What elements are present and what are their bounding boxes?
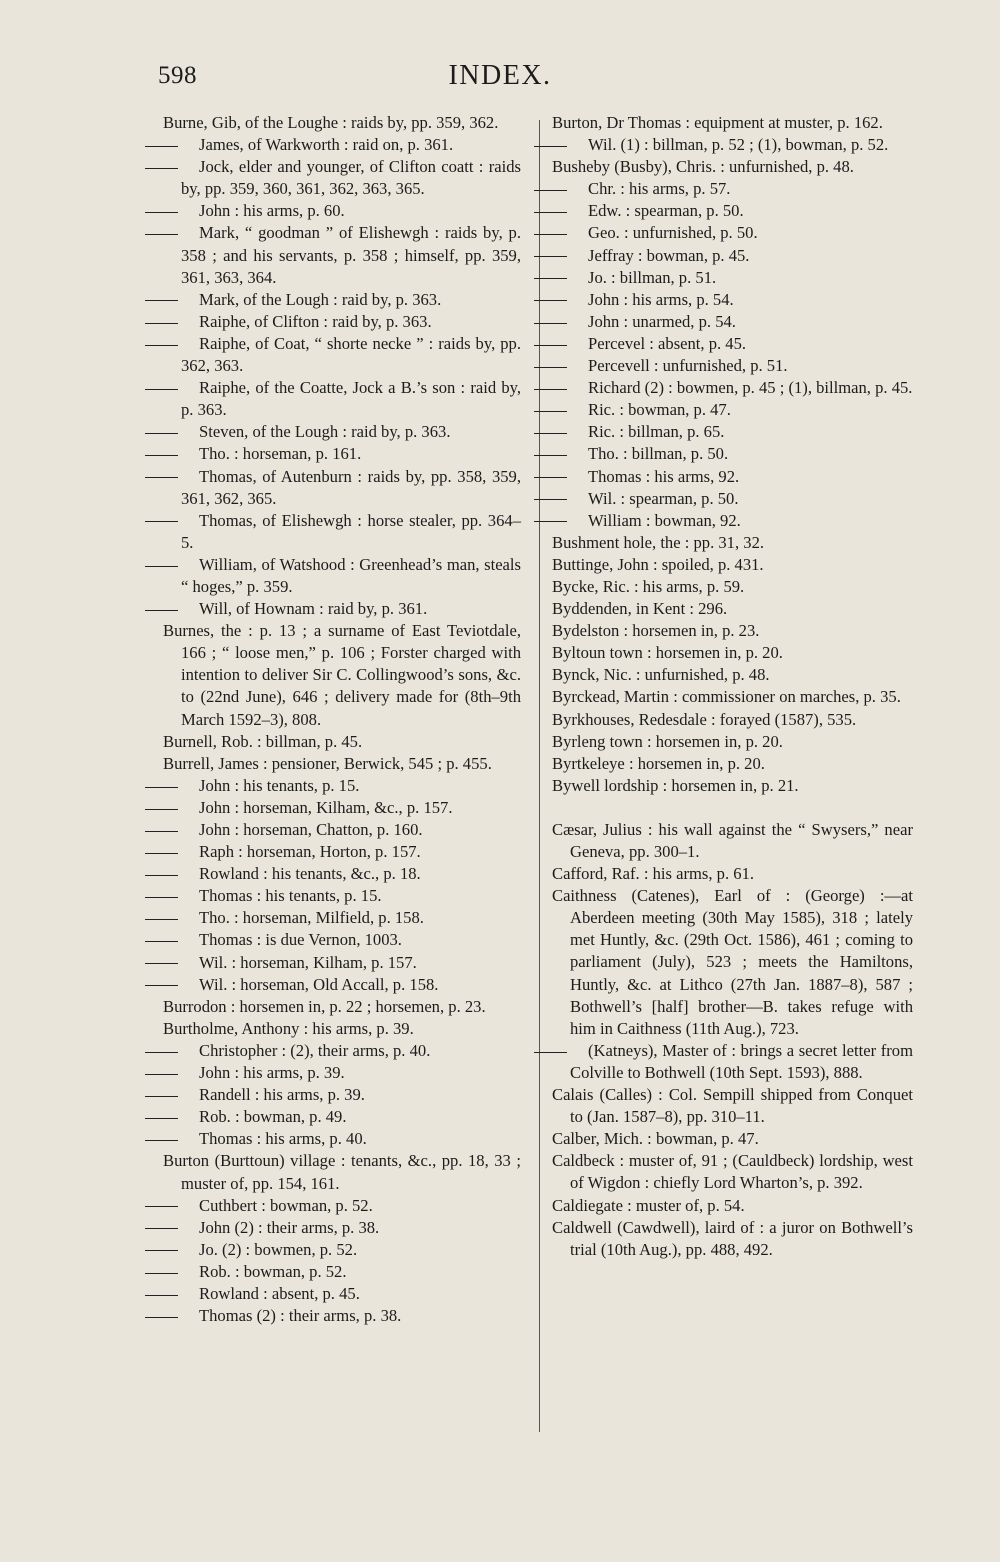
index-subentry (163, 1040, 521, 1062)
index-entry (163, 731, 521, 753)
entry-text: Geo. : unfurnished, p. 50. (588, 223, 758, 243)
entry-text: Raiphe, of the Coatte, Jock a B.’s son : raid by, p. 363. (181, 378, 521, 420)
repeat-dash (552, 134, 588, 156)
repeat-dash (163, 1305, 199, 1327)
repeat-dash (163, 311, 199, 333)
entry-text: Mark, of the Lough : raid by, p. 363. (199, 289, 442, 309)
index-subentry (552, 200, 913, 222)
entry-text: Rowland : absent, p. 45. (199, 1283, 360, 1303)
repeat-dash (163, 863, 199, 885)
index-subentry (163, 222, 521, 288)
entry-text: Burrodon : horsemen in, p. 22 ; horsemen, p. 23. (163, 996, 486, 1016)
index-subentry (163, 1084, 521, 1106)
entry-text: Burton, Dr Thomas : equipment at muster, p. 162. (552, 113, 883, 132)
index-subentry (163, 1106, 521, 1128)
index-entry (552, 1128, 913, 1150)
index-subentry (552, 399, 913, 421)
right-column (552, 112, 913, 1261)
entry-text: John : his arms, p. 39. (199, 1063, 345, 1083)
index-subentry (163, 885, 521, 907)
entry-text: Randell : his arms, p. 39. (199, 1085, 365, 1105)
index-subentry (552, 267, 913, 289)
repeat-dash (163, 841, 199, 863)
index-subentry (163, 1195, 521, 1217)
index-entry (163, 996, 521, 1018)
repeat-dash (552, 200, 588, 222)
index-subentry (552, 134, 913, 156)
index-subentry (552, 488, 913, 510)
entry-text: (Katneys), Master of : brings a secret letter from Colville to Bothwell (10th Sept. 1593), 888. (570, 1040, 913, 1082)
entry-text: Steven, of the Lough : raid by, p. 363. (199, 422, 451, 442)
entry-text: Caldbeck : muster of, 91 ; (Cauldbeck) lordship, west of Wigdon : chiefly Lord Wharton’s, p. 392. (552, 1151, 913, 1193)
entry-text: Cuthbert : bowman, p. 52. (199, 1195, 373, 1215)
index-entry (163, 1018, 521, 1040)
entry-text: Jock, elder and younger, of Clifton coatt : raids by, pp. 359, 360, 361, 362, 363, 365. (181, 157, 521, 199)
repeat-dash (163, 1195, 199, 1217)
repeat-dash (552, 311, 588, 333)
repeat-dash (163, 819, 199, 841)
index-entry (552, 709, 913, 731)
index-subentry (163, 797, 521, 819)
entry-text: Raiphe, of Coat, “ shorte necke ” : raids by, pp. 362, 363. (181, 333, 521, 376)
entry-text: Ric. : bowman, p. 47. (588, 400, 731, 420)
entry-text: Burnell, Rob. : billman, p. 45. (163, 731, 363, 751)
index-entry (552, 1195, 913, 1217)
entry-text: Burtholme, Anthony : his arms, p. 39. (163, 1018, 414, 1038)
index-subentry (163, 1239, 521, 1261)
entry-text: John : his arms, p. 60. (199, 201, 345, 221)
entry-text: Caldiegate : muster of, p. 54. (552, 1195, 745, 1215)
index-entry (552, 1150, 913, 1194)
index-subentry (552, 245, 913, 267)
entry-text: Byrleng town : horsemen in, p. 20. (552, 731, 783, 751)
repeat-dash (163, 885, 199, 907)
repeat-dash (552, 377, 588, 399)
index-entry (552, 554, 913, 576)
index-subentry (163, 333, 521, 377)
entry-text: Rowland : his tenants, &c., p. 18. (199, 864, 421, 884)
entry-text: Burne, Gib, of the Loughe : raids by, pp. 359, 362. (163, 113, 499, 132)
entry-text: John (2) : their arms, p. 38. (199, 1217, 380, 1237)
index-subentry (163, 466, 521, 510)
index-subentry (552, 510, 913, 532)
index-subentry (163, 1305, 521, 1327)
entry-text: Jo. : billman, p. 51. (588, 267, 717, 287)
index-entry (552, 112, 913, 134)
repeat-dash (163, 554, 199, 576)
entry-text: Thomas : his arms, 92. (588, 466, 740, 486)
index-entry (552, 642, 913, 664)
index-entry (552, 620, 913, 642)
index-entry (163, 112, 521, 134)
index-subentry (163, 289, 521, 311)
index-subentry (163, 974, 521, 996)
page-title: INDEX. (448, 60, 552, 91)
entry-text: Wil. : spearman, p. 50. (588, 488, 739, 508)
repeat-dash (163, 1106, 199, 1128)
entry-text: Mark, “ goodman ” of Elishewgh : raids by, p. 358 ; and his servants, p. 358 ; himself, pp. 359, 361, 363, 364. (181, 223, 521, 287)
index-subentry (163, 1283, 521, 1305)
repeat-dash (163, 421, 199, 443)
entry-text: Wil. (1) : billman, p. 52 ; (1), bowman, p. 52. (588, 135, 889, 155)
entry-text: Bydelston : horsemen in, p. 23. (552, 621, 760, 641)
index-entry (552, 686, 913, 708)
repeat-dash (163, 598, 199, 620)
entry-text: Burnes, the : p. 13 ; a surname of East Teviotdale, 166 ; “ loose men,” p. 106 ; Forster charged with intention to deliver Sir C. Collingwood’s sons, &c. to (22nd June), 646 ; delivery made for (8th–9th March 1592–3), 808. (163, 621, 521, 729)
repeat-dash (163, 1217, 199, 1239)
index-subentry (163, 377, 521, 421)
repeat-dash (163, 797, 199, 819)
index-subentry (163, 863, 521, 885)
entry-text: John : horseman, Kilham, &c., p. 157. (199, 797, 453, 817)
index-subentry (163, 510, 521, 554)
repeat-dash (163, 1040, 199, 1062)
repeat-dash (163, 510, 199, 532)
repeat-dash (552, 333, 588, 355)
entry-text: Busheby (Busby), Chris. : unfurnished, p. 48. (552, 157, 854, 177)
index-entry (552, 598, 913, 620)
index-subentry (552, 466, 913, 488)
entry-text: Thomas, of Elishewgh : horse stealer, pp. 364–5. (181, 510, 521, 552)
index-subentry (552, 289, 913, 311)
entry-text: Wil. : horseman, Old Accall, p. 158. (199, 974, 439, 994)
page-number: 598 (158, 62, 197, 89)
entry-text: Thomas : is due Vernon, 1003. (199, 930, 402, 950)
index-entry (552, 1084, 913, 1128)
entry-text: Edw. : spearman, p. 50. (588, 201, 744, 221)
entry-text: Byrkhouses, Redesdale : forayed (1587), 535. (552, 709, 857, 729)
entry-text: Bywell lordship : horsemen in, p. 21. (552, 775, 799, 795)
entry-text: Caldwell (Cawdwell), laird of : a juror on Bothwell’s trial (10th Aug.), pp. 488, 492. (552, 1217, 913, 1259)
repeat-dash (552, 466, 588, 488)
repeat-dash (163, 289, 199, 311)
index-subentry (552, 333, 913, 355)
index-entry (163, 753, 521, 775)
entry-text: Cæsar, Julius : his wall against the “ Swysers,” near Geneva, pp. 300–1. (552, 819, 913, 861)
repeat-dash (163, 134, 199, 156)
entry-text: Tho. : horseman, p. 161. (199, 444, 362, 464)
entry-text: Caithness (Catenes), Earl of : (George) :—at Aberdeen meeting (30th May 1585), 318 ; lately met Huntly, &c. (29th Oct. 1586), 461 ; coming to parliament (July), 523 ; meets the Hamiltons, Huntly, &c. at Lithco (27th Jan. 1887–8), 587 ; Bothwell’s [half] brother—B. takes refuge with him in Caithness (11th Aug.), 723. (552, 886, 913, 1038)
entry-text: Thomas : his tenants, p. 15. (199, 886, 382, 906)
repeat-dash (163, 222, 199, 244)
repeat-dash (163, 377, 199, 399)
index-subentry (163, 156, 521, 200)
repeat-dash (552, 1040, 588, 1062)
repeat-dash (163, 952, 199, 974)
index-entry (163, 1150, 521, 1194)
repeat-dash (163, 1084, 199, 1106)
repeat-dash (163, 775, 199, 797)
entry-text: John : unarmed, p. 54. (588, 311, 736, 331)
index-subentry (163, 1128, 521, 1150)
entry-text: Burton (Burttoun) village : tenants, &c., pp. 18, 33 ; muster of, pp. 154, 161. (163, 1151, 521, 1193)
index-subentry (163, 819, 521, 841)
repeat-dash (552, 399, 588, 421)
entry-text: Bycke, Ric. : his arms, p. 59. (552, 576, 745, 596)
repeat-dash (552, 488, 588, 510)
entry-text: James, of Warkworth : raid on, p. 361. (199, 135, 454, 155)
repeat-dash (552, 289, 588, 311)
index-subentry (552, 222, 913, 244)
index-subentry (552, 377, 913, 399)
entry-text: Wil. : horseman, Kilham, p. 157. (199, 952, 417, 972)
entry-text: Thomas (2) : their arms, p. 38. (199, 1306, 402, 1326)
index-entry (552, 775, 913, 797)
entry-text: Raiphe, of Clifton : raid by, p. 363. (199, 311, 432, 331)
entry-text: Richard (2) : bowmen, p. 45 ; (1), billman, p. 45. (588, 378, 913, 398)
index-subentry (163, 775, 521, 797)
index-subentry (552, 421, 913, 443)
entry-text: Thomas, of Autenburn : raids by, pp. 358, 359, 361, 362, 365. (181, 466, 521, 508)
entry-text: Bynck, Nic. : unfurnished, p. 48. (552, 665, 770, 685)
repeat-dash (552, 267, 588, 289)
entry-text: Raph : horseman, Horton, p. 157. (199, 842, 421, 862)
entry-text: John : horseman, Chatton, p. 160. (199, 820, 423, 839)
entry-text: Byddenden, in Kent : 296. (552, 599, 728, 619)
index-entry (163, 620, 521, 730)
page-header (0, 58, 1000, 98)
entry-text: Thomas : his arms, p. 40. (199, 1129, 367, 1149)
index-entry (552, 664, 913, 686)
index-subentry (163, 1062, 521, 1084)
index-entry (552, 863, 913, 885)
repeat-dash (552, 178, 588, 200)
entry-text: Rob. : bowman, p. 52. (199, 1261, 347, 1281)
index-subentry (163, 421, 521, 443)
entry-text: Jeffray : bowman, p. 45. (588, 245, 750, 265)
index-subentry (163, 952, 521, 974)
left-column (163, 112, 521, 1327)
repeat-dash (163, 1128, 199, 1150)
index-entry (552, 532, 913, 554)
repeat-dash (163, 974, 199, 996)
entry-text: William : bowman, 92. (588, 510, 741, 530)
entry-text: John : his arms, p. 54. (588, 289, 734, 309)
entry-text: Chr. : his arms, p. 57. (588, 179, 731, 199)
repeat-dash (163, 907, 199, 929)
index-subentry (163, 443, 521, 465)
index-subentry (163, 1261, 521, 1283)
entry-text: Percevel : absent, p. 45. (588, 333, 747, 353)
entry-text: Byltoun town : horsemen in, p. 20. (552, 643, 783, 663)
index-subentry (552, 311, 913, 333)
index-entry (552, 753, 913, 775)
repeat-dash (552, 355, 588, 377)
repeat-dash (552, 222, 588, 244)
repeat-dash (163, 1261, 199, 1283)
index-entry (552, 576, 913, 598)
index-subentry (552, 178, 913, 200)
entry-text: Percevell : unfurnished, p. 51. (588, 356, 788, 376)
entry-text: Cafford, Raf. : his arms, p. 61. (552, 864, 755, 884)
entry-text: Bushment hole, the : pp. 31, 32. (552, 532, 765, 552)
entry-text: Jo. (2) : bowmen, p. 52. (199, 1239, 358, 1259)
index-subentry (163, 907, 521, 929)
entry-text: Calais (Calles) : Col. Sempill shipped from Conquet to (Jan. 1587–8), pp. 310–11. (552, 1085, 913, 1127)
entry-text: Calber, Mich. : bowman, p. 47. (552, 1129, 759, 1149)
repeat-dash (552, 443, 588, 465)
entry-text: Burrell, James : pensioner, Berwick, 545 ; p. 455. (163, 753, 492, 773)
repeat-dash (163, 443, 199, 465)
entry-text: Byrckead, Martin : commissioner on marches, p. 35. (552, 687, 901, 707)
repeat-dash (163, 156, 199, 178)
repeat-dash (552, 421, 588, 443)
repeat-dash (163, 466, 199, 488)
repeat-dash (163, 1062, 199, 1084)
repeat-dash (163, 333, 199, 355)
repeat-dash (163, 200, 199, 222)
index-entry (552, 731, 913, 753)
index-entry (552, 819, 913, 863)
index-subentry (552, 443, 913, 465)
index-subentry (163, 841, 521, 863)
index-entry (552, 156, 913, 178)
entry-text: Christopher : (2), their arms, p. 40. (199, 1040, 431, 1060)
entry-text: Ric. : billman, p. 65. (588, 422, 725, 442)
index-subentry (163, 311, 521, 333)
repeat-dash (552, 245, 588, 267)
index-subentry (163, 554, 521, 598)
index-subentry (552, 355, 913, 377)
index-subentry (163, 200, 521, 222)
repeat-dash (163, 1239, 199, 1261)
entry-text: John : his tenants, p. 15. (199, 775, 360, 795)
index-entry (552, 1217, 913, 1261)
index-subentry (163, 134, 521, 156)
repeat-dash (163, 1283, 199, 1305)
index-subentry (552, 1040, 913, 1084)
entry-text: Rob. : bowman, p. 49. (199, 1107, 347, 1127)
entry-text: Will, of Hownam : raid by, p. 361. (199, 599, 428, 619)
entry-text: Tho. : horseman, Milfield, p. 158. (199, 908, 424, 928)
index-subentry (163, 598, 521, 620)
entry-text: Tho. : billman, p. 50. (588, 444, 729, 464)
index-subentry (163, 929, 521, 951)
entry-text: Byrtkeleye : horsemen in, p. 20. (552, 753, 765, 773)
repeat-dash (552, 510, 588, 532)
entry-text: William, of Watshood : Greenhead’s man, steals “ hoges,” p. 359. (181, 554, 521, 596)
repeat-dash (163, 929, 199, 951)
entry-text: Buttinge, John : spoiled, p. 431. (552, 554, 764, 574)
section-gap (552, 797, 913, 819)
index-entry (552, 885, 913, 1040)
index-subentry (163, 1217, 521, 1239)
